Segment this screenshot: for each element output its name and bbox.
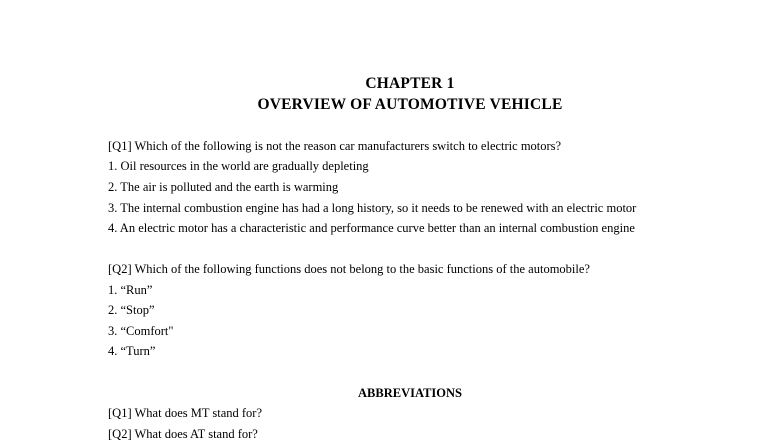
question-1-option-4: 4. An electric motor has a characteristic and performance curve better than an internal combustion engine	[108, 221, 635, 235]
question-2-prompt: [Q2] Which of the following functions does not belong to the basic functions of the automobile?	[108, 262, 590, 276]
chapter-number: CHAPTER 1	[365, 75, 455, 92]
chapter-title: OVERVIEW OF AUTOMOTIVE VEHICLE	[257, 96, 563, 113]
abbreviations-heading: ABBREVIATIONS	[358, 386, 462, 400]
question-2-option-3: 3. “Comfort"	[108, 324, 174, 338]
question-2-option-2: 2. “Stop”	[108, 303, 155, 317]
question-2-option-4: 4. “Turn”	[108, 344, 156, 358]
question-1-option-3: 3. The internal combustion engine has had a long history, so it needs to be renewed with an electric motor	[108, 201, 637, 215]
question-1-option-1: 1. Oil resources in the world are gradually depleting	[108, 159, 369, 173]
question-2-option-1: 1. “Run”	[108, 283, 153, 297]
abbreviation-question-2: [Q2] What does AT stand for?	[108, 427, 258, 441]
question-1-option-2: 2. The air is polluted and the earth is warming	[108, 180, 339, 194]
abbreviation-question-1: [Q1] What does MT stand for?	[108, 406, 263, 420]
question-1-prompt: [Q1] Which of the following is not the reason car manufacturers switch to electric motors?	[108, 139, 562, 153]
